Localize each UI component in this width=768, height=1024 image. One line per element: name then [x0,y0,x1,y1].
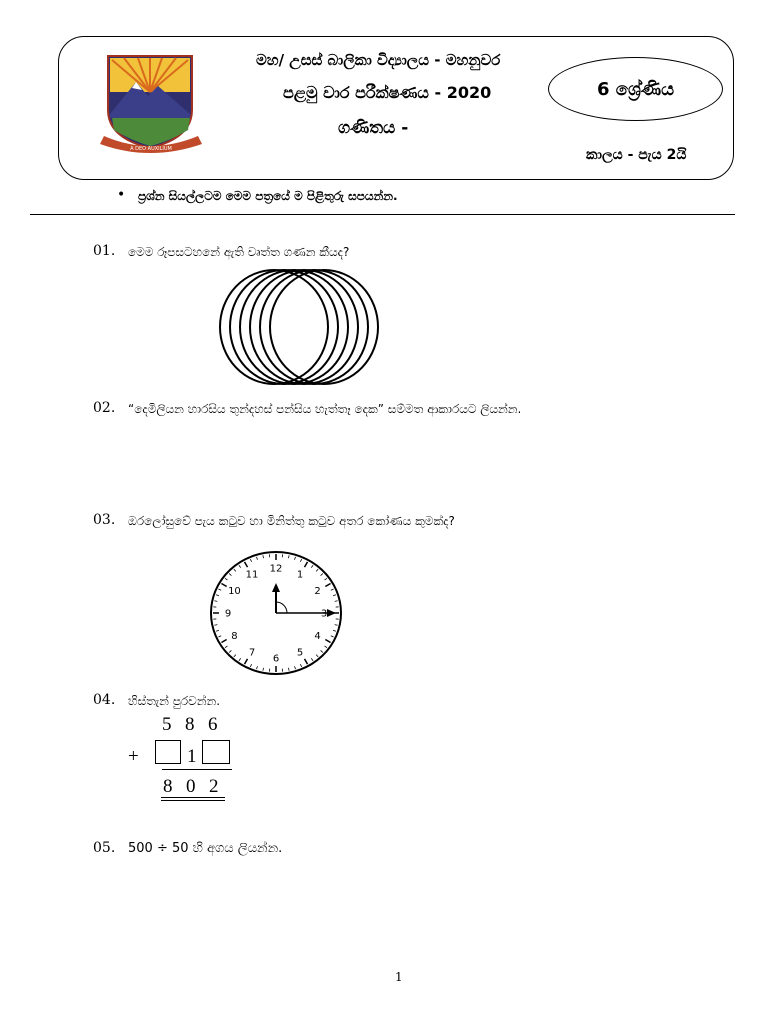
addend-middle-digit: 1 [187,746,197,767]
question-number: 05. [93,840,116,856]
bullet-icon: • [117,187,126,203]
crest-motto: A DEO AUXILIUM [130,146,172,152]
blank-box-hundreds[interactable] [155,740,181,764]
time-label: කාලය - පැය 2යි [586,147,687,163]
sum-line [162,769,232,770]
circle-3 [240,270,348,384]
clock-number: 7 [248,647,256,659]
circle-5 [260,270,368,384]
blank-box-ones[interactable] [202,740,230,764]
grade-label: 6 ශ්‍රේණිය [596,78,675,100]
grade-oval [548,57,723,121]
result-underline-2 [161,800,225,801]
instruction-text: ප්‍රශ්න සියල්ලටම මෙම පත්‍රයේ ම පිළිතුරු සපයන්න. [138,189,398,203]
clock-number: 4 [314,631,321,642]
circle-4 [250,270,358,384]
clock-number: 8 [231,631,238,642]
question-text: ඔරලෝසුවේ පැය කටුව හා මිනිත්තු කටුව අතර කෝණය කුමක්ද? [128,514,455,528]
circle-6 [270,270,378,384]
result-digit: 0 [186,776,196,797]
exam-title: පළමු වාර පරීක්ෂණය - 2020 [283,83,492,102]
school-crest [98,52,210,156]
addend-top-digit: 6 [208,714,218,735]
question-number: 04. [93,692,116,708]
addend-top-digit: 5 [162,714,172,735]
question-number: 02. [93,400,116,416]
crest-shield [108,56,192,148]
clock-number: 12 [269,563,283,575]
clock-number: 11 [245,569,259,581]
subject-title: ගණිතය - [338,118,409,138]
header-divider [30,214,735,215]
question-number: 01. [93,243,116,259]
result-digit: 2 [209,776,219,797]
question-number: 03. [93,512,116,528]
clock-number: 9 [224,608,232,620]
result-digit: 8 [163,776,173,797]
school-name: මහ/ උසස් බාලිකා විද්‍යාලය - මහනුවර [256,51,501,69]
circle-1 [220,270,328,384]
clock-figure [208,550,344,676]
question-text: “දෙමිලියන හාරසිය තුන්දහස් පන්සිය හැත්තෑ දෙක” සම්මත ආකාරයට ලියන්න. [128,402,522,416]
clock-number: 2 [314,586,321,597]
overlapping-circles-figure [216,268,382,386]
clock-number: 1 [296,569,304,581]
page-number: 1 [395,970,403,984]
clock-number: 6 [272,653,280,665]
question-text: මෙම රූපසටහනේ ඇති වෘත්ත ගණන කීයද? [128,245,350,259]
plus-sign: + [128,746,139,767]
clock-number: 3 [320,608,328,620]
circle-2 [230,270,338,384]
question-text: 500 ÷ 50 හි අගය ලියන්න. [128,841,283,856]
clock-number: 5 [296,647,304,659]
clock-number: 10 [228,586,241,597]
result-underline-1 [161,797,225,798]
question-text: හිස්තැන් පුරවන්න. [128,694,221,708]
addend-top-digit: 8 [185,714,195,735]
